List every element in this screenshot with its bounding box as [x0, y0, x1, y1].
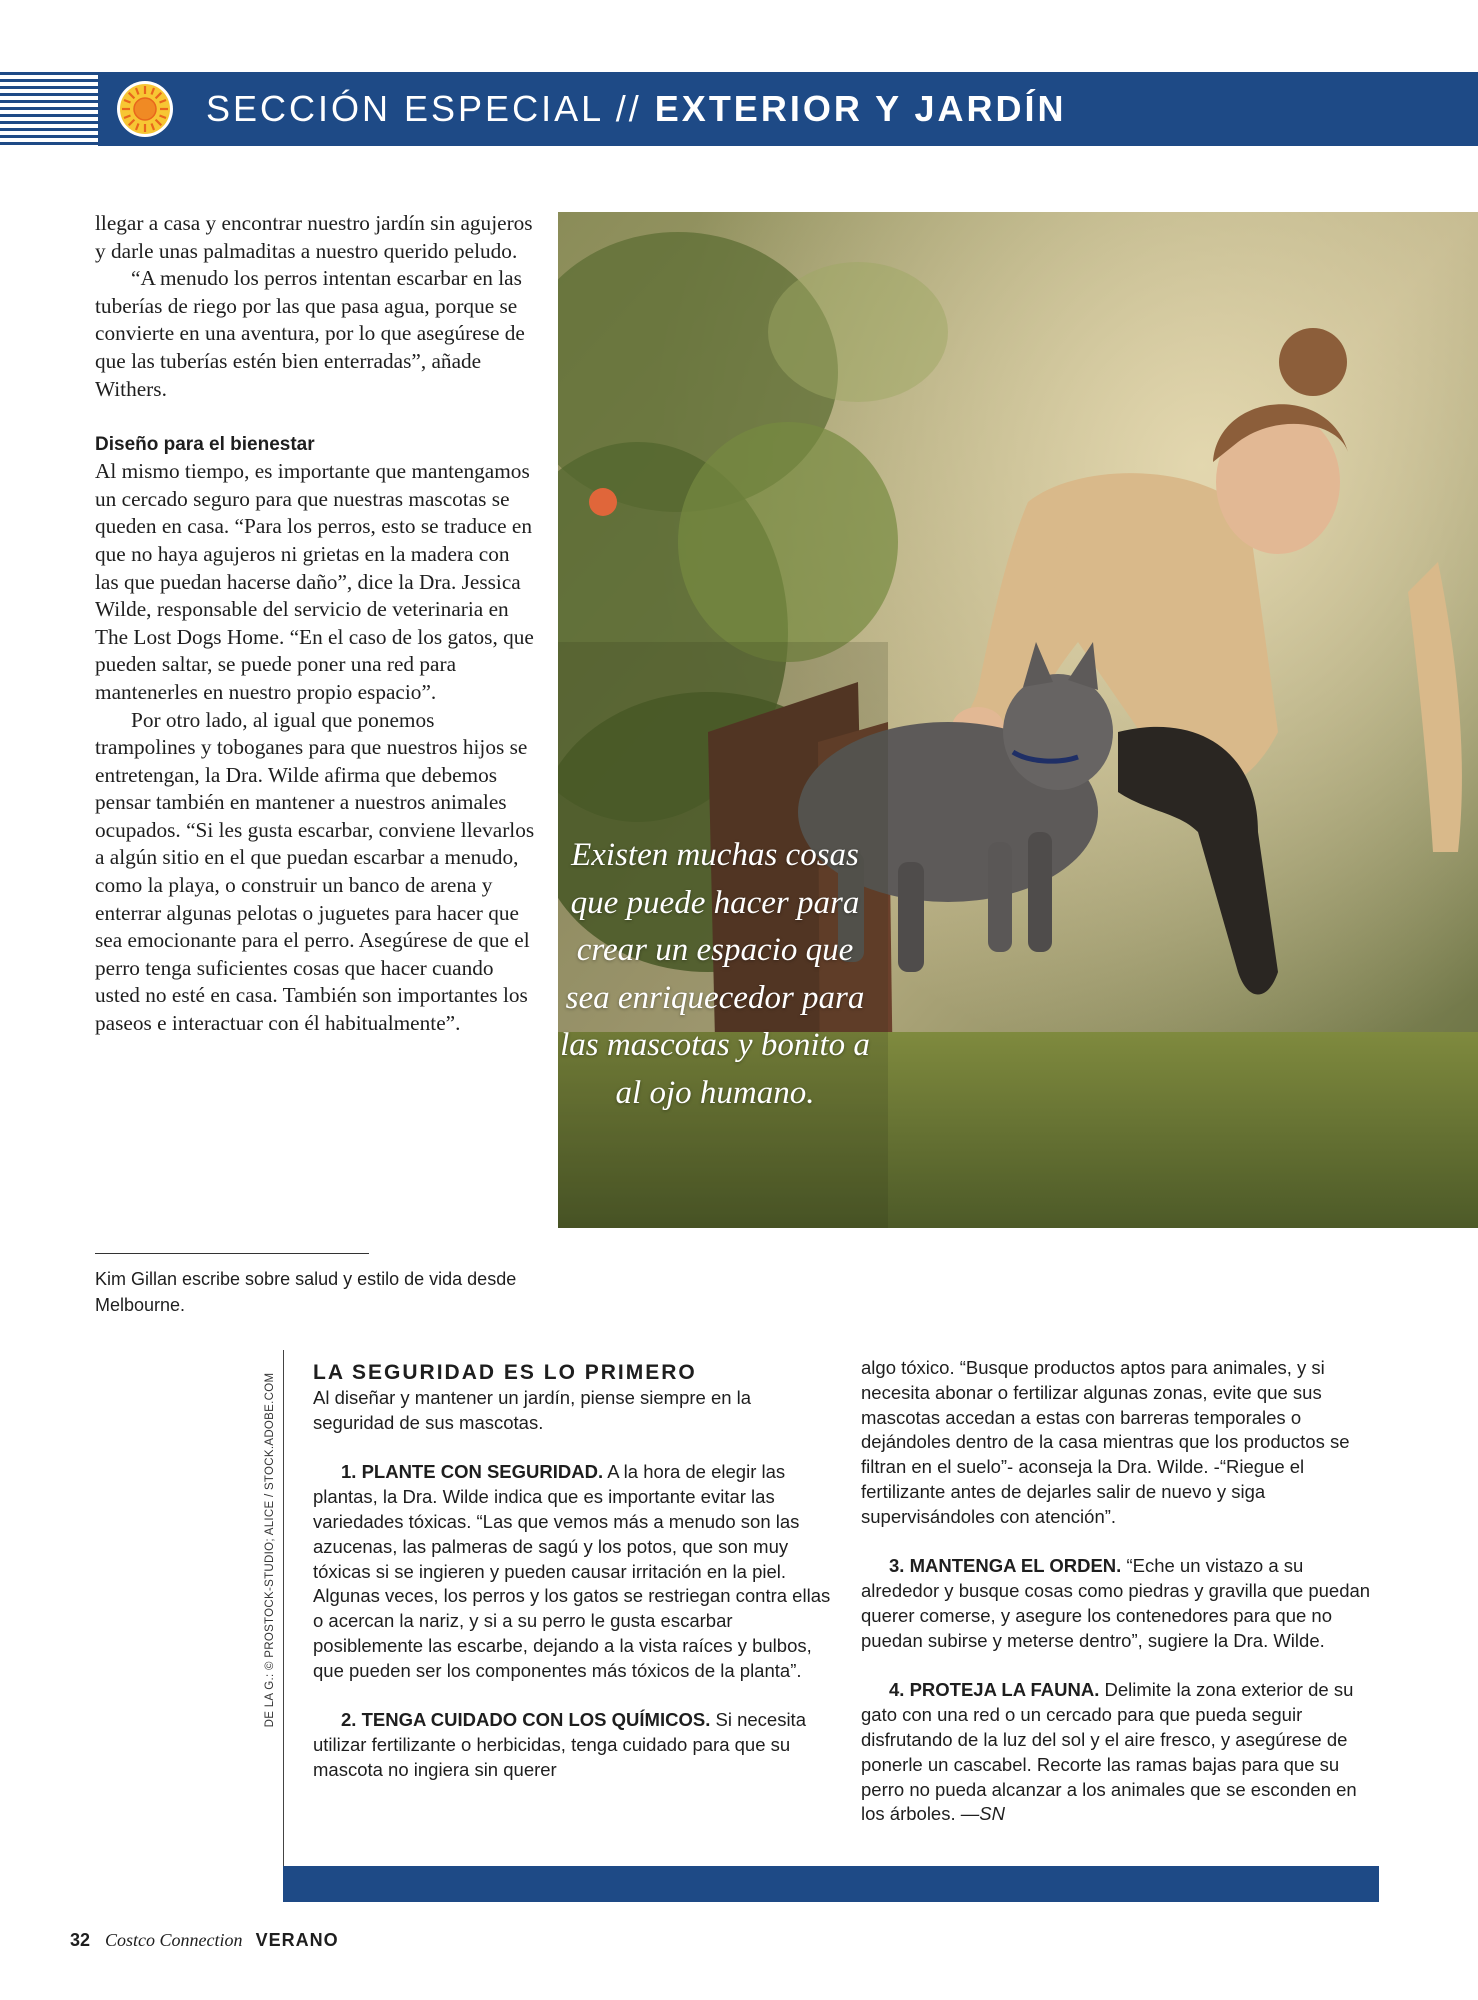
safety-column-2	[861, 1356, 1381, 1827]
safety-item-heading: 2. TENGA CUIDADO CON LOS QUÍMICOS.	[341, 1709, 711, 1731]
safety-item-heading: 4. PROTEJA LA FAUNA.	[889, 1679, 1100, 1701]
article-subhead: Diseño para el bienestar	[95, 434, 315, 456]
safety-item-text: A la hora de elegir las plantas, la Dra. Wilde indica que es importante evitar las variedades tóxicas. “Las que vemos más a menudo son las azucenas, las palmeras de sagú y los potos, que son muy tóxicas si se ingieren y pueden causar irritación en la piel. Algunas veces, los perros y los gatos se restriegan contra ellas o acercan la nariz, y si a su perro le gusta escarbar posiblemente las escarbe, dejando a la vista raíces y bulbos, que pueden ser los componentes más tóxicos de la planta”.	[313, 1461, 831, 1681]
page-footer	[70, 1928, 339, 1952]
sidebar-bottom-bar	[283, 1866, 1379, 1902]
section-name: EXTERIOR Y JARDÍN	[654, 88, 1067, 129]
safety-item-heading: 3. MANTENGA EL ORDEN.	[889, 1555, 1122, 1577]
section-header	[98, 72, 1478, 146]
section-label: SECCIÓN ESPECIAL //	[206, 88, 642, 129]
issue-season: VERANO	[255, 1930, 339, 1950]
safety-item-heading: 1. PLANTE CON SEGURIDAD.	[341, 1461, 604, 1483]
page-number: 32	[70, 1930, 91, 1950]
magazine-name: Costco Connection	[105, 1930, 243, 1950]
safety-item-text: Si necesita utilizar fertilizante o herbicidas, tenga cuidado para que su mascota no ingiera sin querer	[313, 1709, 806, 1780]
article-body	[95, 210, 535, 1038]
byline-divider	[95, 1253, 369, 1254]
article-paragraph: “A menudo los perros intentan escarbar en las tuberías de riego por las que pasa agua, porque se convierte en una aventura, por lo que asegúrese de que las tuberías estén bien enterradas”, añade Withers.	[95, 266, 525, 401]
pull-quote: Existen muchas cosas que puede hacer para crear un espacio que sea enriquecedor para las mascotas y bonito a al ojo humano.	[560, 837, 870, 1111]
photo-credit	[258, 1355, 282, 1745]
sidebar-left-rule	[283, 1350, 284, 1902]
safety-item-text: “Eche un vistazo a su alrededor y busque cosas como piedras y gravilla que puedan querer comerse, y asegure los contenedores para que no puedan subirse y meterse dentro”, sugiere la Dra. Wilde.	[861, 1555, 1371, 1651]
safety-column-1	[313, 1360, 833, 1783]
article-paragraph: Por otro lado, al igual que ponemos trampolines y toboganes para que nuestros hijos se entretengan, la Dra. Wilde afirma que debemos pensar también en mantener a nuestros animales ocupados. “Si les gusta escarbar, conviene llevarlos a algún sitio en el que puedan escarbar a menudo, como la playa, o construir un banco de arena y enterrar algunas pelotas o juguetes para hacer que sea emocionante para el perro. Asegúrese de que el perro tenga suficientes cosas que hacer cuando usted no esté en casa. También son importantes los paseos e interactuar con él habitualmente”.	[95, 707, 535, 1036]
safety-intro: Al diseñar y mantener un jardín, piense siempre en la seguridad de sus mascotas.	[313, 1387, 752, 1433]
safety-item-1	[313, 1460, 833, 1683]
safety-item-4	[861, 1678, 1381, 1827]
sun-icon	[116, 80, 174, 138]
safety-item-text: Delimite la zona exterior de su gato con una red o un cercado para que pueda seguir disfrutando de la luz del sol y el aire fresco, y asegúrese de ponerle un cascabel. Recorte las ramas bajas para que su perro no pueda alcanzar a los animales que se esconden en los árboles.	[861, 1679, 1357, 1825]
safety-item-2-continued: algo tóxico. “Busque productos aptos para animales, y si necesita abonar o fertilizar algunas zonas, evite que sus mascotas accedan a estas con barreras temporales o dejándoles dentro de la casa mientras que los productos se filtran en el suelo”- aconseja la Dra. Wilde. -“Riegue el fertilizante antes de dejarles salir de nuevo y siga supervisándoles con atención”.	[861, 1357, 1350, 1527]
author-byline: Kim Gillan escribe sobre salud y estilo de vida desde Melbourne.	[95, 1269, 517, 1315]
safety-item-3	[861, 1554, 1381, 1653]
article-paragraph: llegar a casa y encontrar nuestro jardín sin agujeros y darle unas palmaditas a nuestro querido peludo.	[95, 211, 533, 263]
header-stripes	[0, 72, 98, 146]
photo-credit-text: DE LA G.: © PROSTOCK-STUDIO; ALICE / STOCK.ADOBE.COM	[264, 1372, 276, 1728]
section-title	[206, 72, 1067, 146]
safety-item-2	[313, 1708, 833, 1782]
safety-title: LA SEGURIDAD ES LO PRIMERO	[313, 1361, 697, 1384]
article-paragraph: Al mismo tiempo, es importante que mantengamos un cercado seguro para que nuestras mascotas se queden en casa. “Para los perros, esto se traduce en que no haya agujeros ni grietas en la madera con las que puedan hacerse daño”, dice la Dra. Jessica Wilde, responsable del servicio de veterinaria en The Lost Dogs Home. “En el caso de los gatos, que pueden saltar, se puede poner una red para mantenerles en nuestro propio espacio”.	[95, 459, 534, 704]
signoff: —SN	[955, 1803, 1005, 1825]
